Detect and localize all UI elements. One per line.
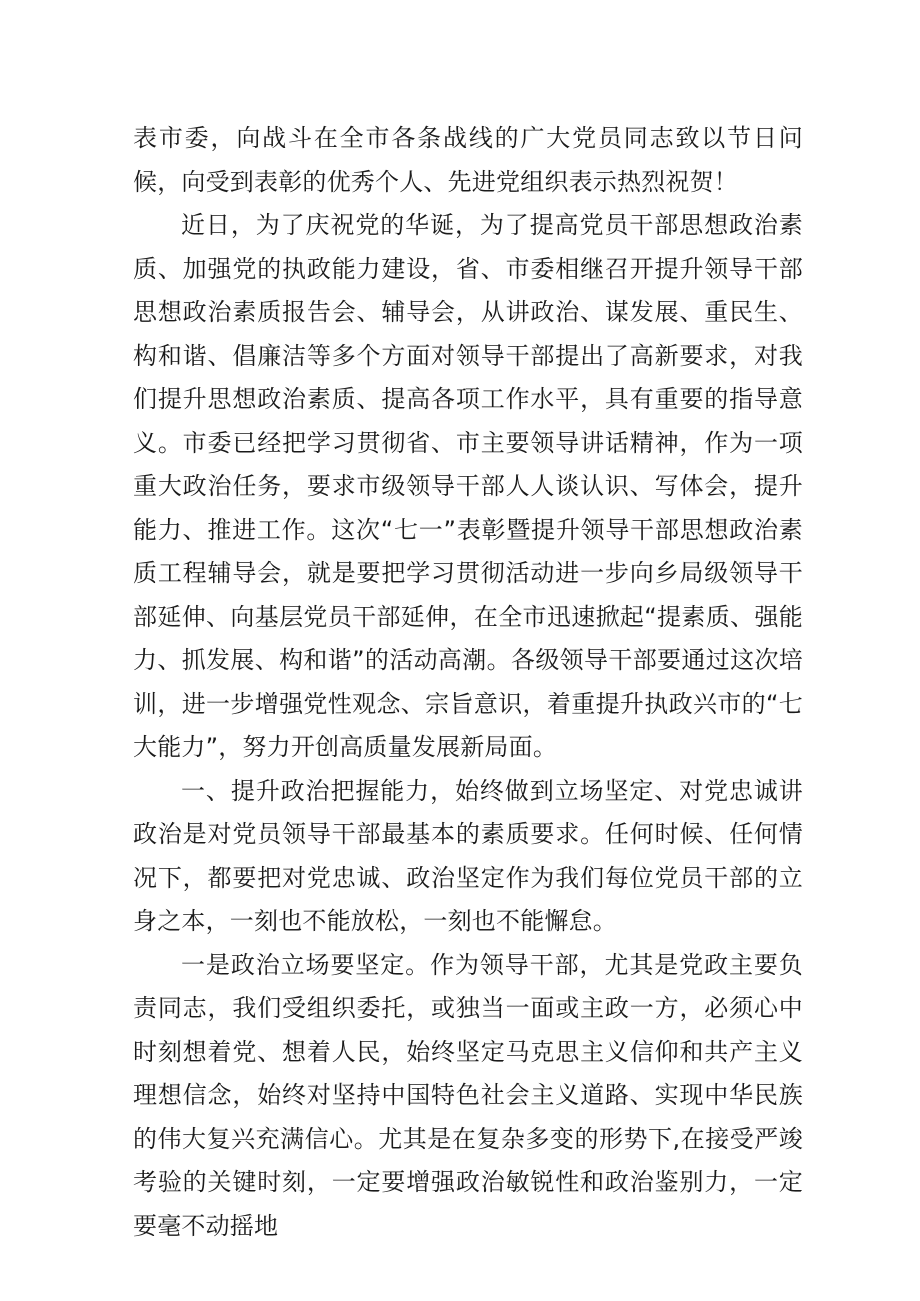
paragraph-point-one: 一是政治立场要坚定。作为领导干部，尤其是党政主要负责同志，我们受组织委托，或独当一面或主政一方，必须心中时刻想着党、想着人民，始终坚定马克思主义信仰和共产主义理想信念，始终对坚持中国特色社会主义道路、实现中华民族的伟大复兴充满信心。尤其是在复杂多变的形势下,在接受严竣考验的关键时刻，一定要增强政治敏锐性和政治鉴别力，一定要毫不动摇地	[133, 950, 803, 1240]
document-body	[133, 117, 803, 1248]
paragraph-introduction: 近日，为了庆祝党的华诞，为了提高党员干部思想政治素质、加强党的执政能力建设，省、市委相继召开提升领导干部思想政治素质报告会、辅导会，从讲政治、谋发展、重民生、构和谐、倡廉洁等多个方面对领导干部提出了高新要求，对我们提升思想政治素质、提高各项工作水平，具有重要的指导意义。市委已经把学习贯彻省、市主要领导讲话精神，作为一项重大政治任务，要求市级领导干部人人谈认识、写体会，提升能力、推进工作。这次“七一”表彰暨提升领导干部思想政治素质工程辅导会，就是要把学习贯彻活动进一步向乡局级领导干部延伸、向基层党员干部延伸，在全市迅速掀起“提素质、强能力、抓发展、构和谐”的活动高潮。各级领导干部要通过这次培训，进一步增强党性观念、宗旨意识，着重提升执政兴市的“七大能力”，努力开创高质量发展新局面。	[133, 211, 803, 761]
paragraph-greeting: 表市委，向战斗在全市各条战线的广大党员同志致以节日问候，向受到表彰的优秀个人、先进党组织表示热烈祝贺！	[133, 124, 803, 196]
paragraph-section-one: 一、提升政治把握能力，始终做到立场坚定、对党忠诚讲政治是对党员领导干部最基本的素质要求。任何时候、任何情况下，都要把对党忠诚、政治坚定作为我们每位党员干部的立身之本，一刻也不能放松，一刻也不能懈怠。	[133, 776, 803, 935]
